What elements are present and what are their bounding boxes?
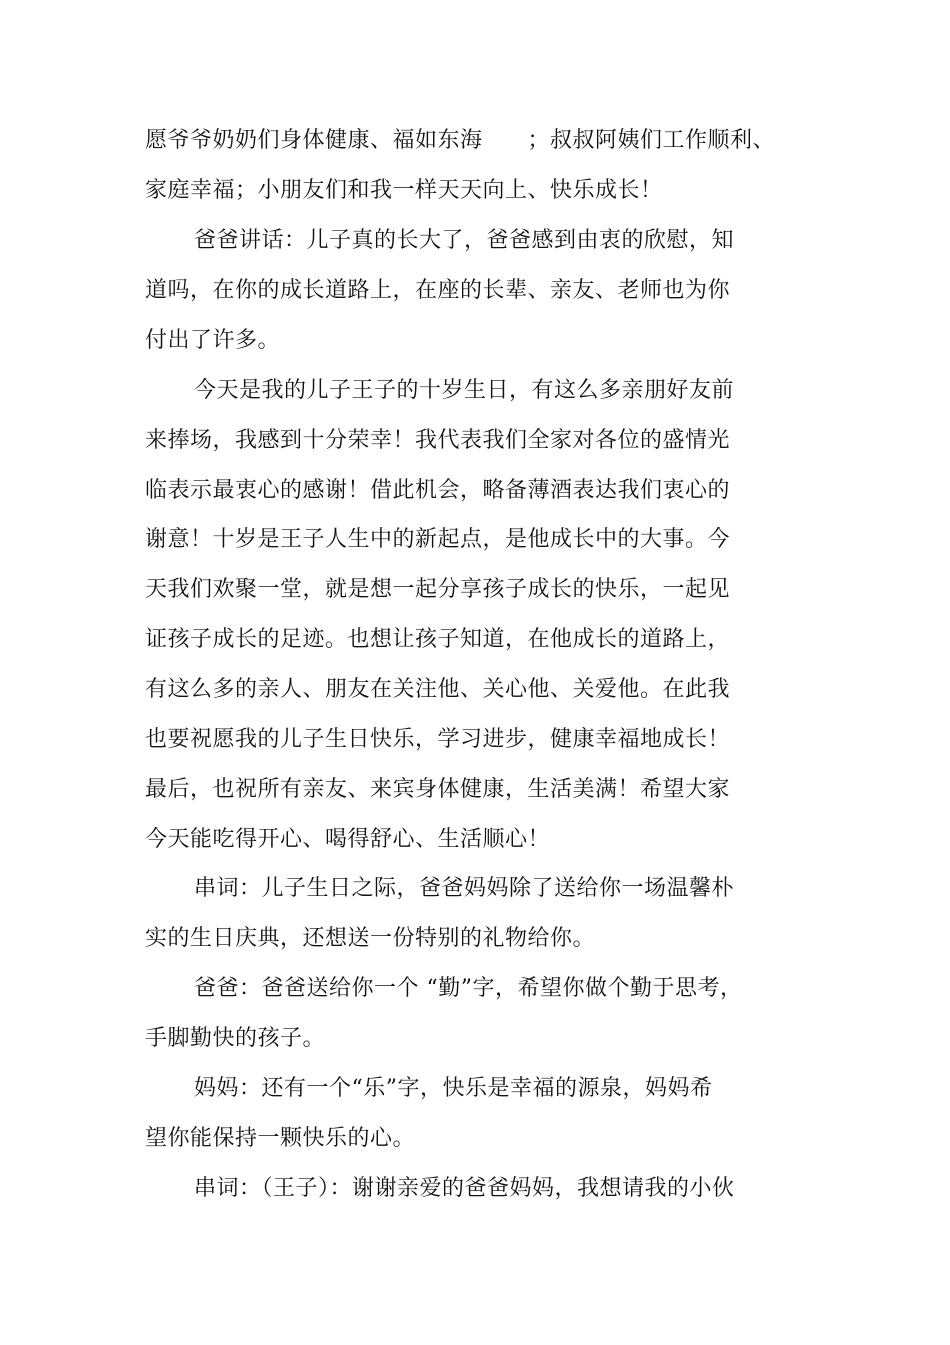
- text-line: 串词：（王子）：谢谢亲爱的爸爸妈妈，我想请我的小伙: [194, 1176, 735, 1201]
- text-line: 串词：儿子生日之际，爸爸妈妈除了送给你一场温馨朴: [194, 876, 735, 901]
- text-line: 手脚勤快的孩子。: [145, 1026, 326, 1051]
- text-line: 愿爷爷奶奶们身体健康、福如东海 ；叔叔阿姨们工作顺利、: [145, 128, 775, 153]
- text-line: 谢意！十岁是王子人生中的新起点，是他成长中的大事。今: [145, 527, 731, 552]
- text-line: 临表示最衷心的感谢！借此机会，略备薄酒表达我们衷心的: [145, 478, 731, 503]
- text-line: 实的生日庆典，还想送一份特别的礼物给你。: [145, 926, 596, 951]
- text-line: 来捧场，我感到十分荣幸！我代表我们全家对各位的盛情光: [145, 428, 731, 453]
- text-line: 也要祝愿我的儿子生日快乐，学习进步，健康幸福地成长！: [145, 727, 731, 752]
- text-line: 望你能保持一颗快乐的心。: [145, 1126, 416, 1151]
- text-line: 家庭幸福；小朋友们和我一样天天向上、快乐成长！: [145, 178, 663, 203]
- text-line: 今天是我的儿子王子的十岁生日，有这么多亲朋好友前: [194, 378, 735, 403]
- text-line: 爸爸讲话：儿子真的长大了，爸爸感到由衷的欣慰，知: [194, 228, 735, 253]
- text-line: 天我们欢聚一堂，就是想一起分享孩子成长的快乐，一起见: [145, 577, 731, 602]
- text-line: 有这么多的亲人、朋友在关注他、关心他、关爱他。在此我: [145, 677, 731, 702]
- text-line: 妈妈：还有一个“乐”字，快乐是幸福的源泉，妈妈希: [194, 1076, 713, 1101]
- text-line: 今天能吃得开心、喝得舒心、生活顺心！: [145, 827, 551, 852]
- text-line: 道吗，在你的成长道路上，在座的长辈、亲友、老师也为你: [145, 278, 731, 303]
- text-line: 付出了许多。: [145, 328, 281, 353]
- text-line: 证孩子成长的足迹。也想让孩子知道，在他成长的道路上，: [145, 627, 731, 652]
- text-line: 爸爸：爸爸送给你一个 “勤”字，希望你做个勤于思考，: [194, 976, 743, 1001]
- text-line: 最后，也祝所有亲友、来宾身体健康，生活美满！希望大家: [145, 777, 731, 802]
